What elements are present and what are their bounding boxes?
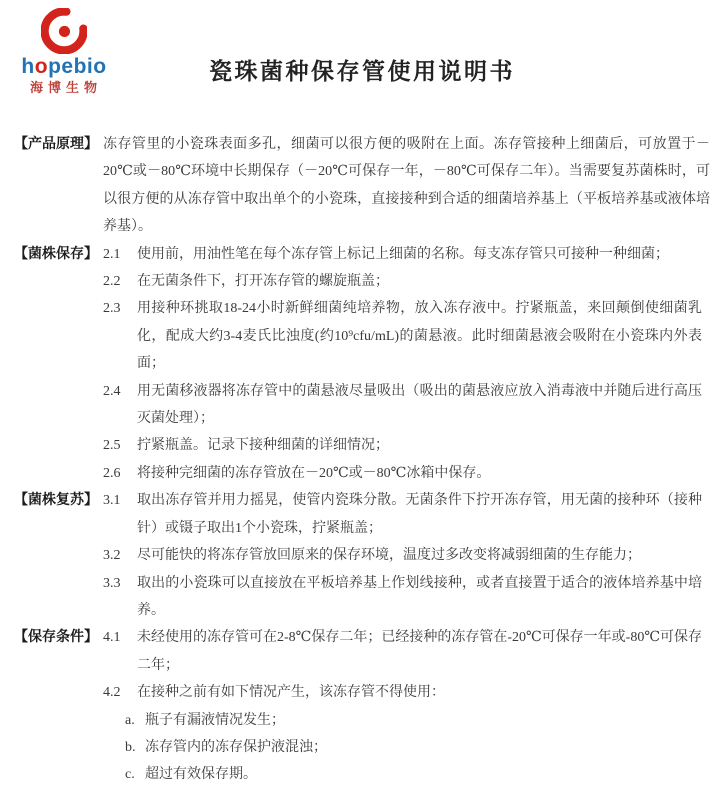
section-label: 【产品原理】: [14, 137, 98, 152]
instruction-item: [103, 241, 710, 268]
document-body: [14, 131, 710, 789]
item-number: 2.1: [103, 246, 121, 262]
section: [14, 241, 710, 488]
item-number: a.: [125, 712, 135, 728]
section-label: 【保存条件】: [14, 630, 98, 646]
item-text: 拧紧瓶盖。记录下接种细菌的详细情况；: [137, 438, 389, 454]
section-content: [103, 241, 710, 488]
item-text: 在无菌条件下，打开冻存管的螺旋瓶盖；: [137, 274, 389, 290]
wordmark-rest: pebio: [48, 55, 107, 78]
item-text: 用无菌移液器将冻存管中的菌悬液尽量吸出（吸出的菌悬液应放入消毒液中并随后进行高压灭菌处理）；: [137, 383, 702, 427]
item-number: 3.2: [103, 548, 121, 564]
instruction-item: [103, 679, 710, 706]
hopebio-chinese-name: 海博生物: [29, 80, 102, 95]
item-text: 取出冻存管并用力摇晃，使管内瓷珠分散。无菌条件下拧开冻存管，用无菌的接种环（接种针）或镊子取出1个小瓷珠，拧紧瓶盖；: [137, 493, 702, 536]
item-text: 未经使用的冻存管可在2-8℃保存二年；已经接种的冻存管在-20℃可保存一年或-80℃可保存二年；: [137, 630, 702, 673]
instruction-item: [103, 570, 710, 625]
item-text: 超过有效保存期。: [145, 767, 257, 783]
wordmark-h: h: [21, 55, 35, 78]
item-text: 使用前，用油性笔在每个冻存管上标记上细菌的名称。每支冻存管只可接种一种细菌；: [137, 246, 669, 262]
instruction-item: [103, 268, 710, 295]
instruction-item: [103, 432, 710, 459]
item-text: 取出的小瓷珠可以直接放在平板培养基上作划线接种，或者直接置于适合的液体培养基中培养。: [137, 575, 702, 618]
section-content: [103, 131, 710, 241]
hopebio-logo: [14, 8, 114, 94]
page-title: 瓷珠菌种保存管使用说明书: [209, 59, 515, 84]
instruction-item: [103, 378, 710, 433]
instruction-item: [103, 460, 710, 487]
item-text: 用接种环挑取18-24小时新鲜细菌纯培养物，放入冻存液中。拧紧瓶盖，来回颠倒使细菌乳化，配成大约3-4麦氏比浊度(约10⁹cfu/mL)的菌悬液。此时细菌悬液会吸附在小瓷珠内外表面；: [137, 301, 702, 372]
item-text: 尽可能快的将冻存管放回原来的保存环境，温度过多改变将减弱细菌的生存能力；: [137, 548, 641, 564]
hopebio-swirl-icon: [14, 8, 114, 54]
item-number: 2.3: [103, 301, 121, 317]
wordmark-o: o: [34, 55, 49, 78]
instruction-item: [103, 295, 710, 377]
instruction-item: [103, 624, 710, 679]
item-number: 3.3: [103, 575, 121, 591]
item-number: 2.2: [103, 274, 121, 290]
item-text: 冻存管内的冻存保护液混浊；: [145, 739, 327, 755]
item-number: 2.4: [103, 383, 121, 399]
item-number: 3.1: [103, 493, 121, 509]
instruction-item: [125, 761, 710, 788]
item-number: 4.1: [103, 630, 121, 646]
section-label: 【菌株保存】: [14, 246, 98, 262]
instruction-item: [103, 542, 710, 569]
item-number: b.: [125, 739, 136, 755]
section-content: [103, 487, 710, 624]
section: [14, 624, 710, 788]
section: [14, 487, 710, 624]
section-content: [103, 624, 710, 788]
instruction-item: [125, 734, 710, 761]
item-number: 4.2: [103, 685, 121, 701]
item-text: 将接种完细菌的冻存管放在－20℃或－80℃冰箱中保存。: [137, 465, 491, 481]
item-number: 2.5: [103, 438, 121, 454]
item-text: 冻存管里的小瓷珠表面多孔，细菌可以很方便的吸附在上面。冻存管接种上细菌后，可放置于－20℃或－80℃环境中长期保存（－20℃可保存一年，－80℃可保存二年）。当需要复苏菌株时，可以很方便的从冻存管中取出单个的小瓷珠，直接接种到合适的细菌培养基上（平板培养基或液体培养基）。: [103, 137, 710, 235]
instruction-item: [103, 487, 710, 542]
hopebio-wordmark: [14, 56, 114, 77]
item-text: 瓶子有漏液情况发生；: [145, 712, 285, 728]
item-number: 2.6: [103, 465, 121, 481]
item-text: 在接种之前有如下情况产生，该冻存管不得使用：: [137, 685, 445, 701]
instruction-item: [103, 131, 710, 241]
item-number: c.: [125, 767, 135, 783]
section-label: 【菌株复苏】: [14, 493, 98, 509]
section: [14, 131, 710, 241]
